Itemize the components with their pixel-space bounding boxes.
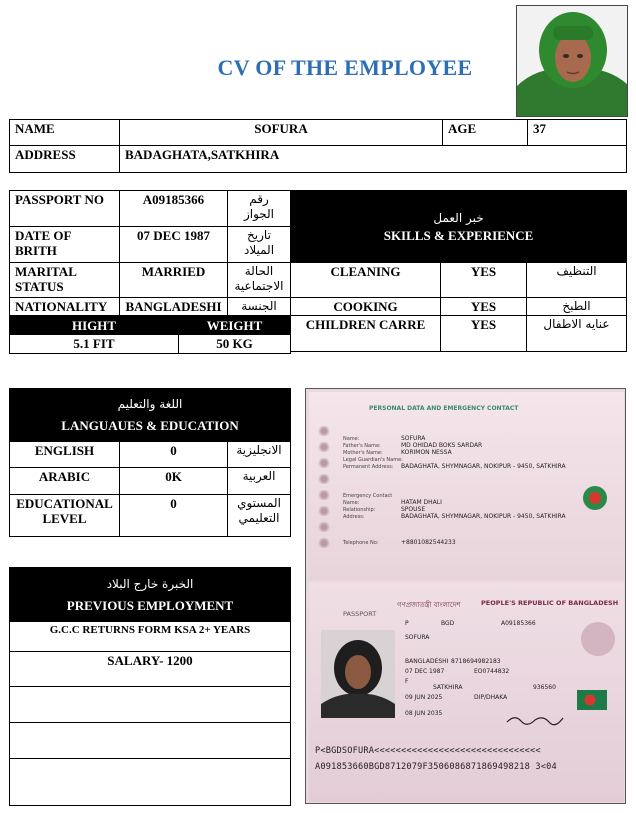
dob-label: DATE OF BRITH <box>10 227 120 263</box>
skill-name: COOKING <box>291 298 441 316</box>
pp-nationality: BANGLADESHI <box>405 658 449 665</box>
pp-country: PEOPLE'S REPUBLIC OF BANGLADESH <box>481 599 619 607</box>
employment-empty-row <box>10 723 291 759</box>
language-name: ENGLISH <box>10 442 120 468</box>
perforation-holes <box>317 426 335 554</box>
pp-personal-no: 8718694982183 <box>451 658 501 665</box>
pp-id-ref: 936560 <box>533 684 556 691</box>
languages-table <box>9 388 291 537</box>
language-name: ARABIC <box>10 468 120 495</box>
employment-empty-row <box>10 759 291 806</box>
skills-table <box>290 190 627 352</box>
pp-number: A09185366 <box>501 620 536 627</box>
employment-line1: G.C.C RETURNS FORM KSA 2+ YEARS <box>10 622 291 652</box>
pp-issue-date: 09 JUN 2025 <box>405 694 443 701</box>
language-ar: العربية <box>228 468 291 495</box>
passport-label: PASSPORT NO <box>10 191 120 227</box>
skill-ar: عنايه الاطفال <box>527 316 627 352</box>
language-value: 0 <box>120 442 228 468</box>
pp-label: Permanent Address: <box>343 464 394 470</box>
pp-value: SPOUSE <box>401 506 426 513</box>
education-ar: المستوي التعليمي <box>228 495 291 537</box>
languages-header-title: LANGUAUES & EDUCATION <box>61 418 239 433</box>
language-value: 0K <box>120 468 228 495</box>
marital-value: MARRIED <box>120 263 228 298</box>
pp-birth-place: SATKHIRA <box>433 684 463 691</box>
details-table <box>9 190 291 316</box>
nationality-value: BANGLADESHI <box>120 298 228 316</box>
pp-surname: SOFURA <box>405 634 430 641</box>
language-ar: الانجليزية <box>228 442 291 468</box>
weight-label: WEIGHT <box>179 317 291 335</box>
personal-table <box>9 119 627 173</box>
pp-label: Address: <box>343 514 365 520</box>
pp-label: Mother's Name: <box>343 450 383 456</box>
address-value: BADAGHATA,SATKHIRA <box>120 146 627 173</box>
languages-header <box>10 389 291 442</box>
marital-label: MARITAL STATUS <box>10 263 120 298</box>
employment-header-title: PREVIOUS EMPLOYMENT <box>66 597 234 613</box>
height-value: 5.1 FIT <box>10 335 179 354</box>
education-value: 0 <box>120 495 228 537</box>
skill-ar: التنظيف <box>527 263 627 298</box>
pp-value: SOFURA <box>401 435 426 442</box>
employment-table <box>9 567 291 806</box>
skill-value: YES <box>441 298 527 316</box>
pp-sex: F <box>405 678 409 685</box>
pp-value: KORIMON NESSA <box>401 449 452 456</box>
pp-mrz-line2: A091853660BGD8712079F3506086871869498218 3<04 <box>315 762 557 772</box>
pp-doc-label: PASSPORT <box>343 610 377 618</box>
pp-label: Emergency Contact <box>343 493 393 499</box>
pp-label: Relationship: <box>343 507 376 513</box>
pp-value: HATAM DHALI <box>401 499 442 506</box>
passport-data-page <box>309 392 624 580</box>
nationality-label: NATIONALITY <box>10 298 120 316</box>
skills-header-title: SKILLS & EXPERIENCE <box>383 227 534 243</box>
skill-value: YES <box>441 263 527 298</box>
dob-label-ar: تاريخ الميلاد <box>228 227 291 263</box>
pp-country-bn: গণপ্রজাতন্ত্রী বাংলাদেশ <box>397 601 461 609</box>
passport-photo-icon <box>321 630 395 718</box>
pp-label: Name: <box>343 500 360 506</box>
pp-value: BADAGHATA, SHYMNAGAR, NOKIPUR - 9450, SATKHIRA <box>401 513 566 520</box>
skills-header-ar: خبر العمل <box>433 210 484 225</box>
passport-scan <box>305 388 626 804</box>
skill-ar: الطبخ <box>527 298 627 316</box>
pp-authority: DIP/DHAKA <box>474 694 508 701</box>
passport-section-title: PERSONAL DATA AND EMERGENCY CONTACT <box>369 405 519 412</box>
employee-photo <box>516 5 628 117</box>
passport-hologram-icon <box>579 620 617 658</box>
nationality-label-ar: الجنسة <box>228 298 291 316</box>
employment-header-ar: الخبرة خارج البلاد <box>106 576 194 591</box>
employment-salary: SALARY- 1200 <box>10 652 291 687</box>
passport-value: A09185366 <box>120 191 228 227</box>
languages-header-ar: اللغة والتعليم <box>117 397 183 411</box>
height-weight-table <box>9 316 291 354</box>
pp-label: Telephone No: <box>343 540 379 546</box>
pp-label: Father's Name: <box>343 443 381 449</box>
pp-type: P <box>405 620 409 627</box>
age-value: 37 <box>528 120 627 146</box>
bangladesh-emblem-icon <box>581 484 609 512</box>
name-value: SOFURA <box>120 120 443 146</box>
pp-prev-passport: EO0744832 <box>474 668 510 675</box>
skills-header <box>291 191 627 263</box>
dob-value: 07 DEC 1987 <box>120 227 228 263</box>
age-label: AGE <box>443 120 528 146</box>
pp-mrz-line1: P<BGDSOFURA<<<<<<<<<<<<<<<<<<<<<<<<<<<<<<< <box>315 746 541 756</box>
height-label: HIGHT <box>10 317 179 335</box>
person-photo-icon <box>517 6 628 117</box>
skill-name: CLEANING <box>291 263 441 298</box>
skill-name: CHILDREN CARRE <box>291 316 441 352</box>
pp-value: BADAGHATA, SHYMNAGAR, NOKIPUR - 9450, SATKHIRA <box>401 463 566 470</box>
address-label: ADDRESS <box>10 146 120 173</box>
pp-label: Legal Guardian's Name: <box>343 457 403 463</box>
employment-header <box>10 568 291 622</box>
bangladesh-flag-icon <box>577 690 607 710</box>
education-name: EDUCATIONAL LEVEL <box>10 495 120 537</box>
pp-dob: 07 DEC 1987 <box>405 668 445 675</box>
pp-label: Name: <box>343 436 360 442</box>
pp-value: +8801082544233 <box>401 539 456 546</box>
pp-value: MD OHIDAD BOKS SARDAR <box>401 442 483 449</box>
employment-empty-row <box>10 687 291 723</box>
skill-value: YES <box>441 316 527 352</box>
page-title: CV OF THE EMPLOYEE <box>217 55 473 80</box>
pp-code: BGD <box>441 620 455 627</box>
marital-label-ar: الحالة الاجتماعية <box>228 263 291 298</box>
pp-expiry-date: 08 JUN 2035 <box>405 710 443 717</box>
name-label: NAME <box>10 120 120 146</box>
passport-label-ar: رقم الجواز <box>228 191 291 227</box>
signature-icon <box>505 712 565 726</box>
weight-value: 50 KG <box>179 335 291 354</box>
passport-photo-page <box>309 582 624 802</box>
